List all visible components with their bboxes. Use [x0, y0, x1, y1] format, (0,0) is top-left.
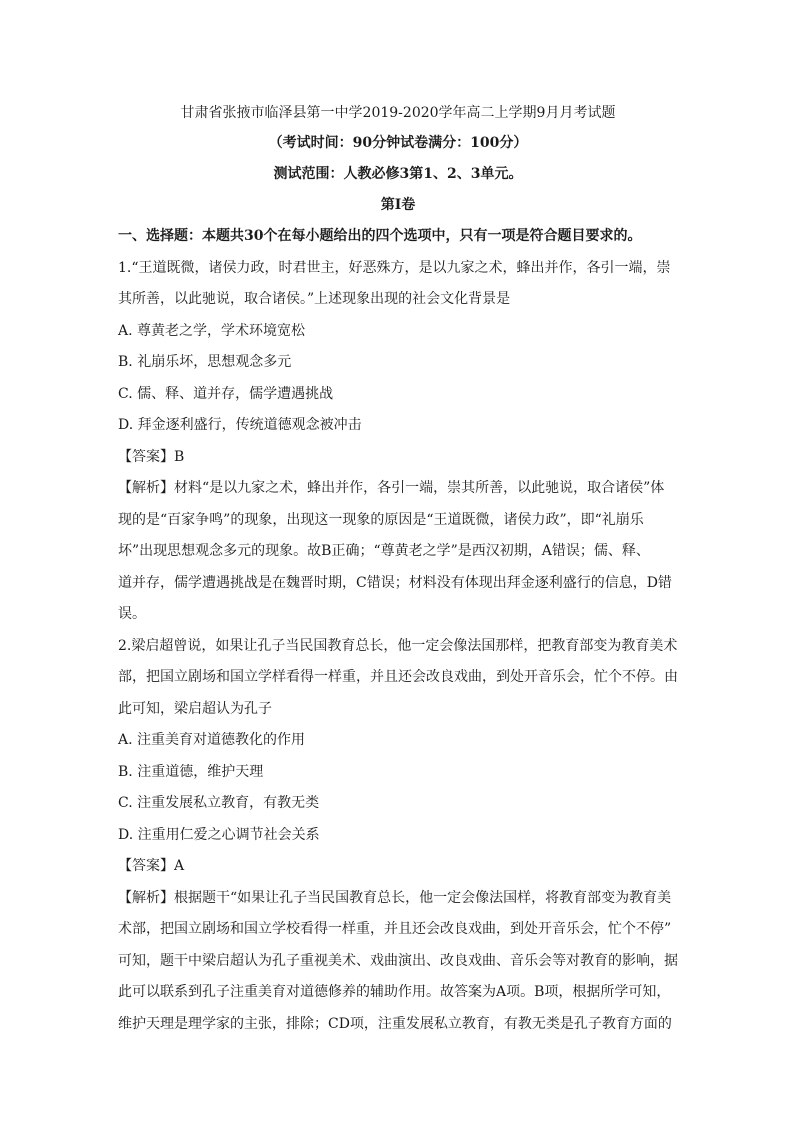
analysis-line: 可知，题干中梁启超认为孔子重视美术、戏曲演出、改良戏曲、音乐会等对教育的影响，据: [118, 952, 678, 969]
analysis-line: 术部，把国立剧场和国立学校看得一样重，并且还会改良戏曲，到处开音乐会，忙个不停”: [118, 921, 672, 937]
analysis-line: 此可以联系到孔子注重美育对道德修养的辅助作用。故答案为A项。B项，根据所学可知，: [118, 984, 671, 1000]
analysis-line: 维护天理是理学家的主张，排除；CD项，注重发展私立教育，有教无类是孔子教育方面的: [118, 1015, 672, 1032]
option-a: A. 尊黄老之学，学术环境宽松: [118, 322, 306, 339]
exam-info: （考试时间：90分钟试卷满分：100分）: [268, 135, 528, 151]
answer: 【答案】A: [118, 858, 185, 874]
question-stem-line: 其所善，以此驰说，取合诸侯。”上述现象出现的社会文化背景是: [118, 291, 511, 307]
analysis-line: 道并存，儒学遭遇挑战是在魏晋时期，C错误；材料没有体现出拜金逐利盛行的信息，D错: [118, 574, 672, 591]
analysis-line: 误。: [118, 606, 146, 622]
question-stem-line: 2.梁启超曾说，如果让孔子当民国教育总长，他一定会像法国那样，把教育部变为教育美术: [118, 637, 678, 654]
option-c: C. 儒、释、道并存，儒学遭遇挑战: [118, 385, 334, 402]
volume-heading: 第Ⅰ卷: [380, 197, 416, 213]
exam-page: [118, 98, 678, 1040]
analysis-line: 现的是“百家争鸣”的现象，出现这一现象的原因是“王道既微，诸侯力政”，即“礼崩乐: [118, 511, 644, 528]
section-heading: 一、选择题：本题共30个在每小题给出的四个选项中，只有一项是符合题目要求的。: [118, 228, 642, 244]
analysis-line: 【解析】材料“是以九家之术，蜂出并作，各引一端，崇其所善，以此驰说，取合诸侯”体: [118, 480, 665, 496]
option-d: D. 注重用仁爱之心调节社会关系: [118, 826, 320, 843]
analysis-line: 【解析】根据题干“如果让孔子当民国教育总长，他一定会像法国样，将教育部变为教育美: [118, 889, 672, 906]
option-b: B. 注重道德，维护天理: [118, 763, 264, 780]
option-b: B. 礼崩乐坏，思想观念多元: [118, 354, 292, 370]
document-title: 甘肃省张掖市临泽县第一中学2019-2020学年高二上学期9月月考试题: [180, 105, 616, 121]
question-stem-line: 部，把国立剧场和国立学样看得一样重，并且还会改良戏曲，到处开音乐会，忙个不停。由: [118, 669, 678, 685]
question-2: [118, 631, 678, 1041]
option-d: D. 拜金逐利盛行，传统道德观念被冲击: [118, 417, 362, 433]
test-scope: 测试范围：人教必修3第1、2、3单元。: [273, 166, 523, 182]
question-stem-line: 1.“王道既微，诸侯力政，时君世主，好恶殊方，是以九家之术，蜂出并作，各引一端，崇: [118, 259, 671, 276]
answer: 【答案】B: [118, 448, 185, 465]
analysis-line: 坏”出现思想观念多元的现象。故B正确；“尊黄老之学”是西汉初期，A错误；儒、释、: [118, 543, 650, 559]
question-stem-line: 此可知，梁启超认为孔子: [118, 700, 272, 717]
option-c: C. 注重发展私立教育，有教无类: [118, 795, 320, 811]
option-a: A. 注重美育对道德教化的作用: [118, 732, 306, 748]
question-1: [118, 253, 678, 631]
